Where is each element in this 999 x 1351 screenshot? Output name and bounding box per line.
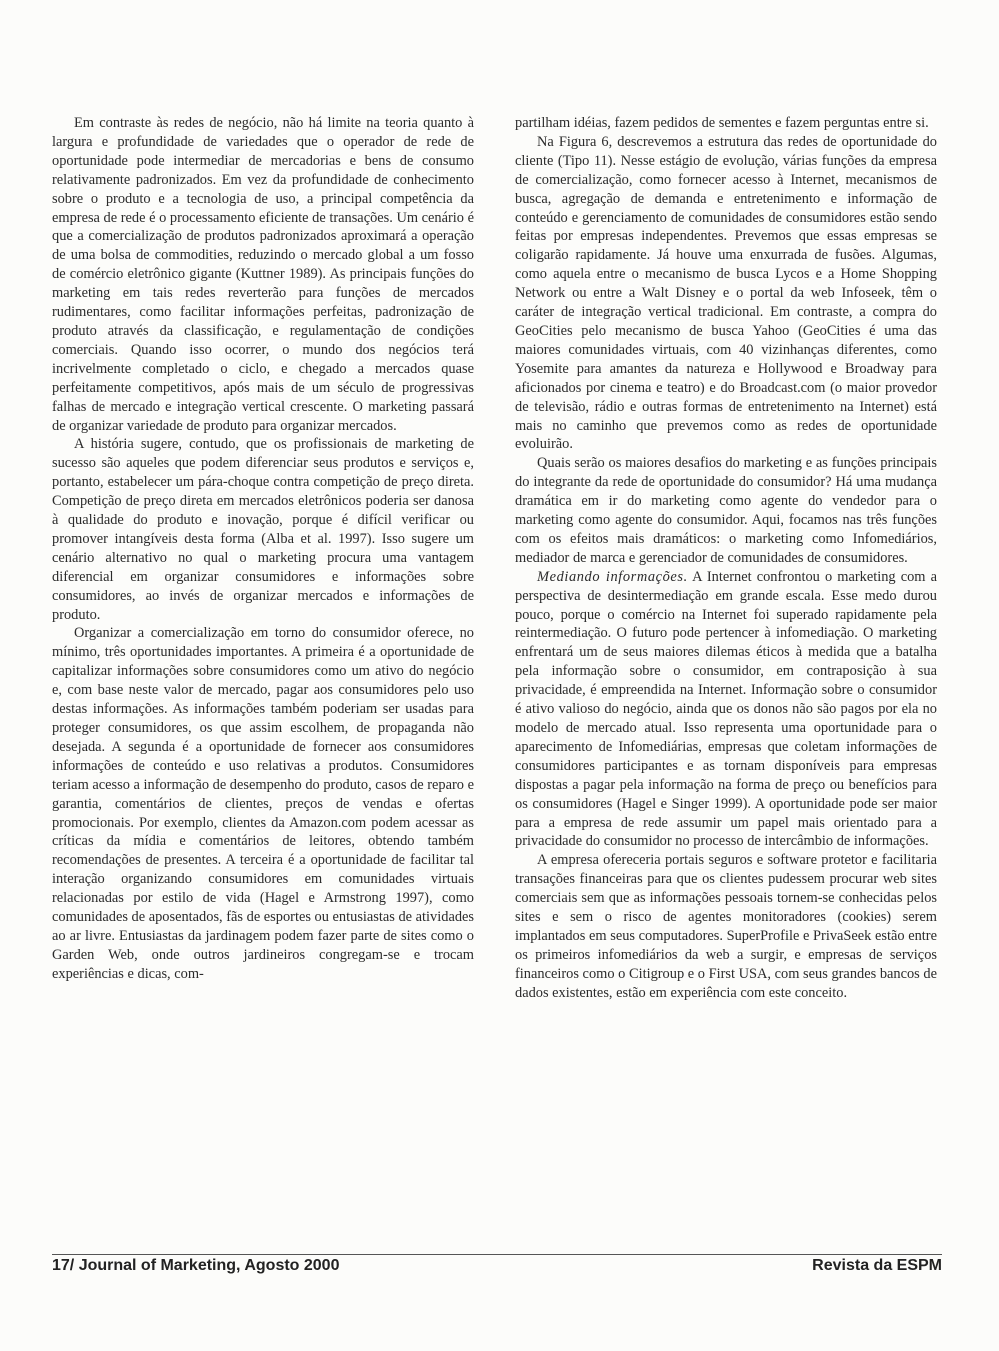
footer-publication-name: Revista da ESPM — [812, 1257, 942, 1274]
paragraph: A empresa ofereceria portais seguros e software protetor e facilitaria transações financeiras para que os clientes pudessem procurar web sites comerciais sem que as informações pessoais tornem-se conhecidas pelos sites e sem o risco de agentes monitoradores (cookies) serem implantados em seus computadores. SuperProfile e PrivaSeek estão entre os primeiros infomediários da web a surgir, e empresas de serviços financeiros como o Citigroup e o First USA, com seus grandes bancos de dados existentes, estão em experiência com este conceito. — [515, 852, 937, 1001]
paragraph-text: A Internet confrontou o marketing com a perspectiva de desintermediação em grande escala. Esse medo durou pouco, porque o comércio na Internet foi superado rapidamente pela reintermediação. O futuro pode pertencer à infomediação. O marketing enfrentará um de seus maiores dilemas éticos à medida que a batalha pela informação sobre o consumidor, em contraposição à sua privacidade, é empreendida na Internet. Informação sobre o consumidor é ativo valioso do negócio, ainda que os donos não são pagos por ela no modelo de mercado atual. Isso representa uma oportunidade para o aparecimento de Infomediárias, empresas que coletam informações de consumidores participantes e as tornam disponíveis para empresas dispostas a pagar pela informação na forma de preço ou benefícios para os consumidores (Hagel e Singer 1999). A oportunidade pode ser maior para a empresa de rede assumir um papel mais orientado para a privacidade do consumidor no processo de intercâmbio de informações. — [515, 568, 937, 850]
paragraph: Quais serão os maiores desafios do marketing e as funções principais do integrante da rede de oportunidade do consumidor? Há uma mudança dramática em ir do marketing como agente do vendedor para o marketing como agente do consumidor. Aqui, focamos nas três funções com os efeitos mais dramáticos: o marketing como Infomediários, mediador de marca e gerenciador de comunidades de consumidores. — [515, 455, 937, 566]
paragraph: A história sugere, contudo, que os profissionais de marketing de sucesso são aqueles que podem diferenciar seus produtos e serviços e, portanto, estabelecer um pára-choque contra competição de preço direta. Competição de preço direta em mercados eletrônicos poderia ser danosa à qualidade do produto e inovação, porque é difícil verificar ou promover intangíveis desta forma (Alba et al. 1997). Isso sugere um cenário alternativo no qual o marketing procura uma vantagem diferencial em organizar consumidores e informações sobre consumidores, ao invés de organizar mercados e informações de produto. — [52, 436, 474, 623]
footer-divider — [52, 1254, 942, 1255]
right-column — [515, 114, 937, 1003]
paragraph: Na Figura 6, descrevemos a estrutura das redes de oportunidade do cliente (Tipo 11). Nesse estágio de evolução, várias funções da empresa de comercialização, como fornecer acesso à Internet, mecanismos de busca, agregação de demanda e entretenimento e informação de conteúdo e gerenciamento de comunidades de consumidores estão sendo feitas por empresas independentes. Prevemos que essas empresas se coligarão rapidamente. Já houve uma enxurrada de fusões. Algumas, como aquela entre o mecanismo de busca Lycos e a Home Shopping Network ou entre a Walt Disney e o portal da web Infoseek, têm o caráter de integração vertical tradicional. Em contraste, a compra do GeoCities pelo mecanismo de busca Yahoo (GeoCities é uma das maiores comunidades virtuais, com 40 vizinhanças diferentes, como Yosemite para amantes da natureza e Hollywood e Broadway para aficionados por cinema e teatro) e do Broadcast.com (o maior provedor de televisão, rádio e outras formas de entretenimento na Internet) está mais no caminho que prevemos como as redes de oportunidade evoluirão. — [515, 133, 937, 453]
footer-journal-info: 17/ Journal of Marketing, Agosto 2000 — [52, 1257, 340, 1274]
left-column — [52, 114, 474, 984]
paragraph — [515, 568, 937, 852]
section-run-in-heading: Mediando informações. — [537, 568, 688, 585]
paragraph-continuation: partilham idéias, fazem pedidos de sementes e fazem perguntas entre si. — [515, 115, 929, 131]
paragraph: Em contraste às redes de negócio, não há limite na teoria quanto à largura e profundidade de variedades que o operador de rede de oportunidade pode intermediar de mercadorias e bens de consumo relativamente padronizados. Em vez da profundidade de conhecimento sobre o produto e a tecnologia de uso, a principal competência da empresa de rede é o processamento eficiente de transações. Um cenário é que a comercialização de produtos padronizados aproximará a operação de uma bolsa de commodities, reduzindo o mercado global a um fosso de comércio eletrônico gigante (Kuttner 1989). As principais funções do marketing em tais redes reverterão para funções de mercados rudimentares, como facilitar informações perfeitas, padronização de produto através da classificação, e regulamentação de condições comerciais. Quando isso ocorrer, o mundo dos negócios terá incrivelmente completado o ciclo, e chegado a mercados quase perfeitamente competitivos, após mais de um século de progressivas falhas de mercado e integração vertical crescente. O marketing passará de organizar variedade de produto para organizar mercados. — [52, 115, 474, 434]
paragraph: Organizar a comercialização em torno do consumidor oferece, no mínimo, três oportunidades importantes. A primeira é a oportunidade de capitalizar informações sobre consumidores como um ativo do negócio e, com base neste valor de mercado, pagar aos consumidores pelo uso destas informações. As informações também poderiam ser usadas para proteger consumidores, os que assim escolhem, de propaganda não desejada. A segunda é a oportunidade de fornecer aos consumidores informações de conteúdo e uso relativas a produtos. Consumidores teriam acesso a informação de desempenho do produto, casos de reparo e garantia, comentários de clientes, preços de vendas e ofertas promocionais. Por exemplo, clientes da Amazon.com podem acessar as críticas da mídia e comentários de leitores, obtendo também recomendações de presentes. A terceira é a oportunidade de facilitar tal interação organizando consumidores em comunidades virtuais relacionadas por estilo de vida (Hagel e Armstrong 1997), como comunidades de aposentados, fãs de esportes ou entusiastas de atividades ao ar livre. Entusiastas da jardinagem podem fazer parte de sites como o Garden Web, onde outros jardineiros congregam-se e trocam experiências e dicas, com- — [52, 625, 475, 982]
